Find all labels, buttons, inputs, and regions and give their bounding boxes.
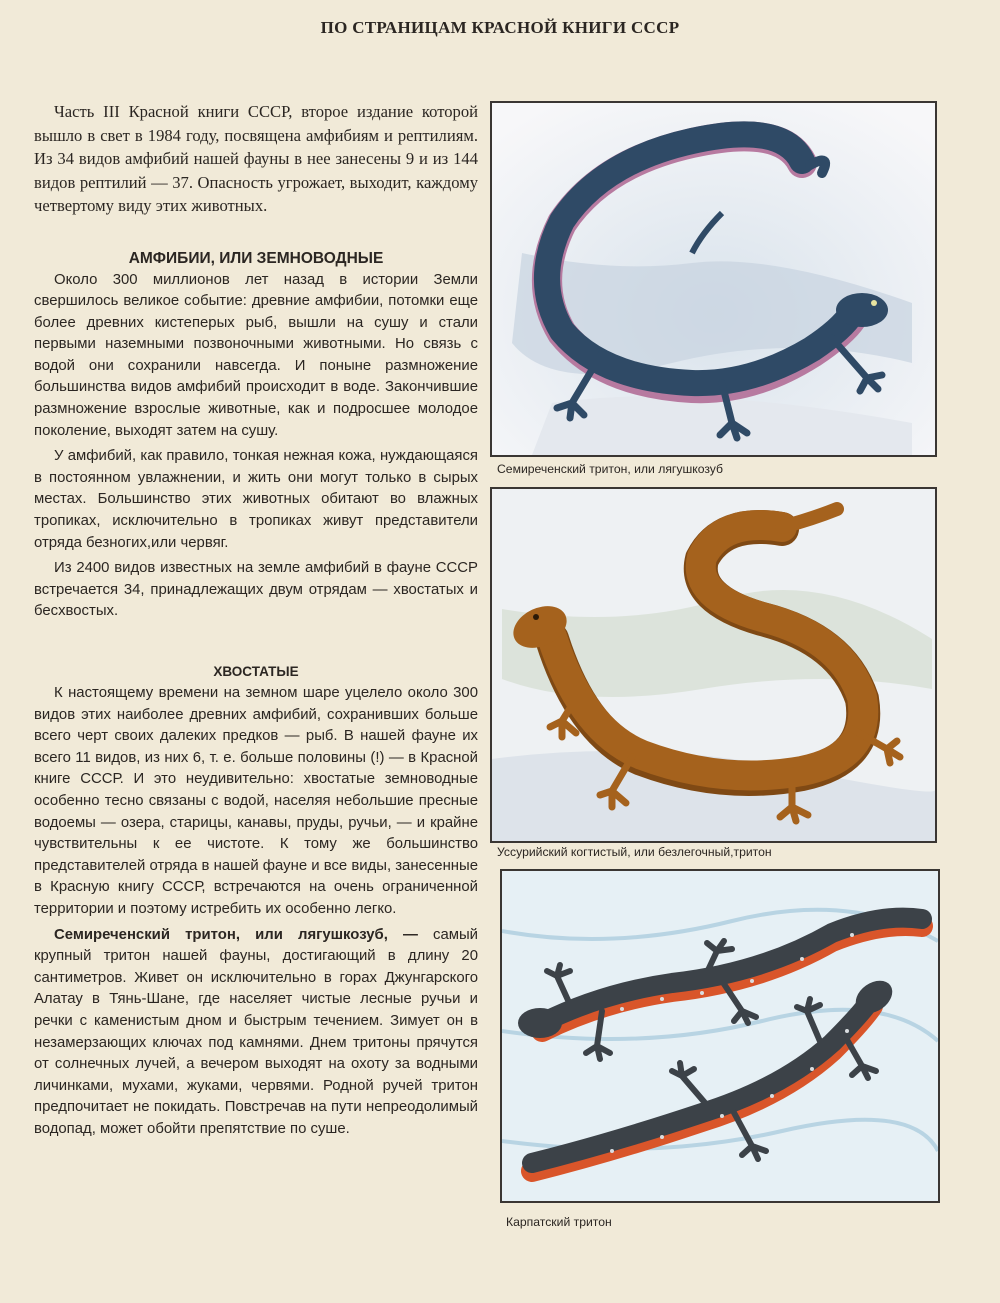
illustration-ussuri-newt [490,487,937,843]
intro-paragraph: Часть III Красной книги СССР, второе издание которой вышло в свет в 1984 году, посвящена амфибиям и рептилиям. Из 34 видов амфибий нашей фауны в нее занесены 9 и из 144 видов рептилий — 37. Опасность угрожает, выходит, каждому четвертому виду этих животных. [34,102,478,215]
caption-semirechensk-newt: Семиреченский тритон, или лягушкозуб [497,462,724,476]
section-paragraph: У амфибий, как правило, тонкая нежная кожа, нуждающаяся в постоянном увлажнении, и жить они могут только в сырых местах. Большинство этих животных обитают во влажных тропиках, исключительно в тропиках живут представители отряда безногих,или червяг. [34,448,478,551]
subsection-paragraph: К настоящему времени на земном шаре уцелело около 300 видов этих наиболее древних амфибий, сохранивших больше всего черт своих далеких предков — рыб. В нашей фауне их всего 11 видов, из них 6, т. е. больше половины (!) — в Красной книге СССР. И это неудивительно: хвостатые земноводные особенно тесно связаны с водой, населяя небольшие пресные водоемы — озера, старицы, канавы, пруды, ручьи, — и крайне чувствительны к ее чистоте. К тому же большинство представителей отряда в нашей фауне и все виды, занесенные в Красную книгу СССР, встречаются на очень ограниченной территории и поэтому истребить их особенно легко. [34,685,478,917]
carpathian-newt-drawing [502,871,938,1201]
subsection-paragraph-semirechensk [34,925,478,1141]
caption-ussuri-newt: Уссурийский когтистый, или безлегочный,тритон [497,845,772,859]
section-paragraph: Около 300 миллионов лет назад в истории Земли свершилось великое событие: древние амфибии, потомки еще более древних кистеперых рыб, вышли на сушу и стали первыми наземными позвоночными животными. Но связь с водой они сохранили навсегда. И поныне размножение большинства видов амфибий происходит в воде. Закончившие размножение взрослые животные, как и подросшее молодое поколение, выходят затем на сушу. [34,271,478,439]
section-paragraph: Из 2400 видов известных на земле амфибий в фауне СССР встречается 34, принадлежащих двум отрядам — хвостатых и бесхвостых. [34,560,478,620]
caption-carpathian-newt: Карпатский тритон [506,1215,612,1229]
illustration-carpathian-newt [500,869,940,1203]
subsection-heading-caudata: ХВОСТАТЫЕ [213,664,299,679]
species-text: самый крупный тритон нашей фауны, достигающий в длину 20 сантиметров. Живет он исключительно в горах Джунгарского Алатау в Тянь-Шане, где населяет чистые лесные ручьи и речки с каменистым дном и быстрым течением. Зимует он в незамерзающих ключах под камнями. Днем тритоны прячутся от солнечных лучей, а вечером выходят на охоту за водными личинками, мухами, жуками, червями. Родной ручей тритон предпочитает не покидать. Повстречав на пути непреодолимый водопад, может обойти препятствие по суше. [34,926,478,1137]
semirechensk-newt-drawing [492,103,935,455]
species-lead: Семиреченский тритон, или лягушкозуб, — [54,926,418,943]
section-heading-amphibians: АМФИБИИ, ИЛИ ЗЕМНОВОДНЫЕ [128,249,384,267]
page-title: ПО СТРАНИЦАМ КРАСНОЙ КНИГИ СССР [320,18,680,37]
ussuri-newt-drawing [492,489,935,841]
illustration-semirechensk-newt [490,101,937,457]
article-text-column [34,100,478,1140]
